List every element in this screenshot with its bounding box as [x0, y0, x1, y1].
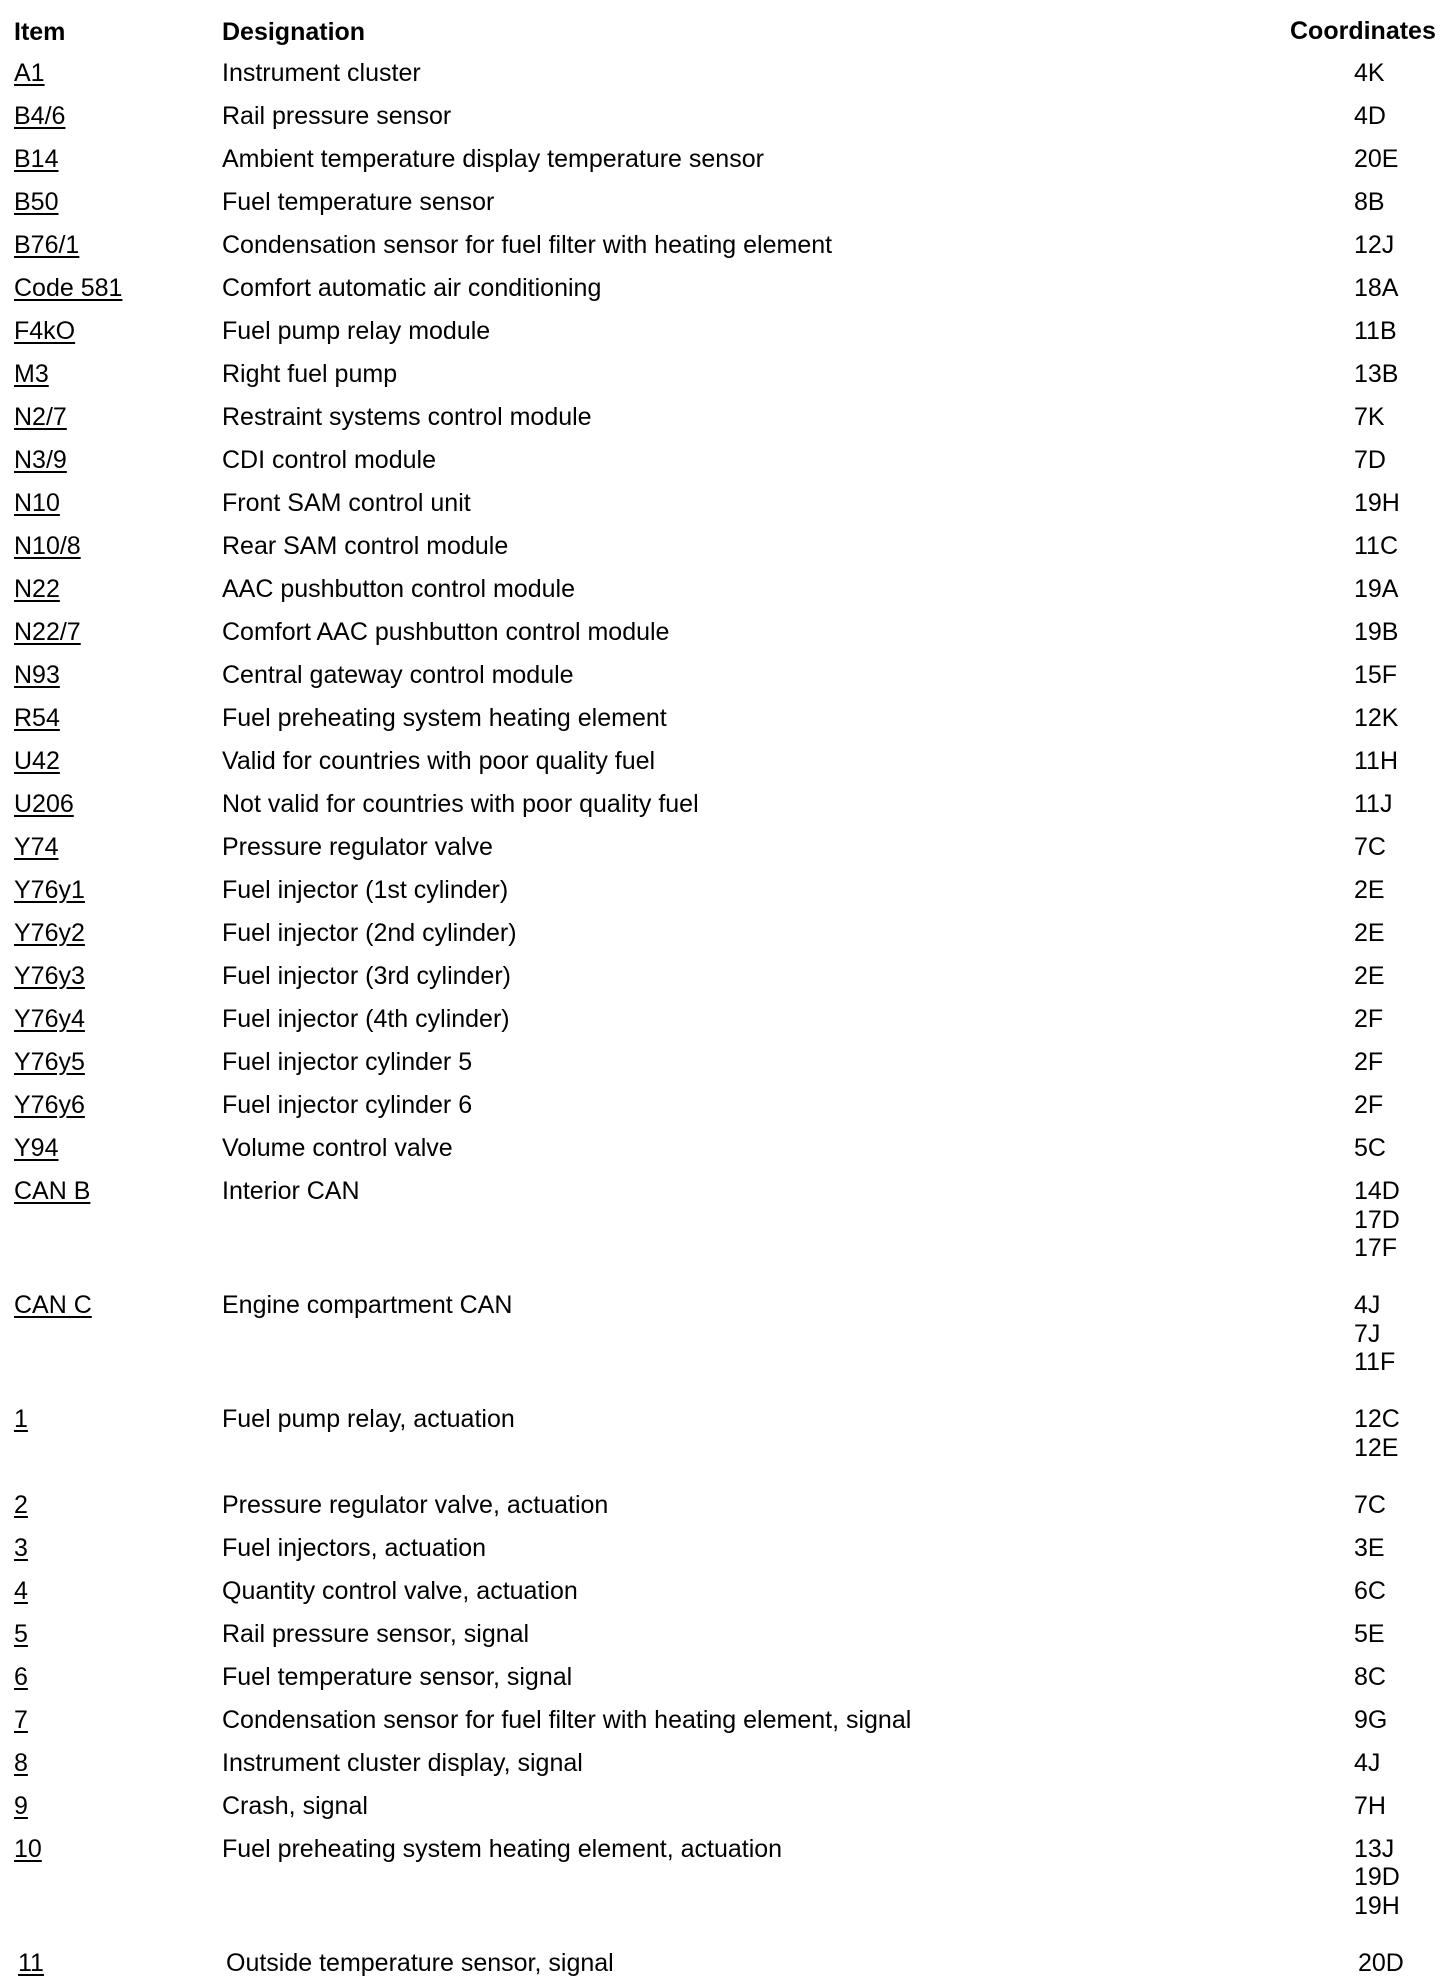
- coordinate-value: 7H: [1354, 1791, 1386, 1820]
- designation-text: Fuel injectors, actuation: [222, 1533, 487, 1562]
- coordinate-value: 19B: [1354, 618, 1399, 646]
- designation-text: Fuel injector (4th cylinder): [222, 1005, 510, 1033]
- item-link[interactable]: N3/9: [14, 446, 67, 474]
- designation-text: Engine compartment CAN: [222, 1291, 513, 1319]
- item-link[interactable]: 2: [14, 1490, 28, 1519]
- designation-text: Instrument cluster display, signal: [222, 1748, 583, 1777]
- coordinate-value: 4J: [1354, 1748, 1381, 1777]
- item-link[interactable]: Y74: [14, 833, 59, 861]
- designation-text: Fuel pump relay, actuation: [222, 1405, 515, 1433]
- coordinate-value: 11H: [1354, 747, 1399, 775]
- coordinate-value: 19A: [1354, 575, 1399, 603]
- designation-text: AAC pushbutton control module: [222, 575, 575, 603]
- item-link[interactable]: 7: [14, 1705, 28, 1734]
- coordinate-value: 4K: [1354, 59, 1385, 87]
- item-link[interactable]: 6: [14, 1662, 28, 1691]
- designation-text: Condensation sensor for fuel filter with heating element: [222, 231, 833, 259]
- designation-text: Fuel injector (3rd cylinder): [222, 962, 511, 990]
- coordinate-value: 5C: [1354, 1134, 1386, 1162]
- item-link[interactable]: B50: [14, 188, 59, 216]
- designation-text: Not valid for countries with poor quality fuel: [222, 790, 699, 818]
- designation-text: CDI control module: [222, 446, 436, 474]
- designation-text: Fuel injector cylinder 6: [222, 1091, 473, 1119]
- coordinate-value: 4J: [1354, 1291, 1381, 1319]
- coordinate-value: 12E: [1354, 1433, 1399, 1462]
- header-coordinates: Coordinates: [1290, 17, 1436, 45]
- coordinate-value: 18A: [1354, 274, 1399, 302]
- item-link[interactable]: 9: [14, 1791, 28, 1820]
- designation-text: Pressure regulator valve, actuation: [222, 1490, 609, 1519]
- item-link[interactable]: N2/7: [14, 403, 67, 431]
- coordinate-value: 19D: [1354, 1863, 1400, 1891]
- item-link[interactable]: 4: [14, 1576, 28, 1605]
- coordinate-value: 20D: [1358, 1948, 1404, 1977]
- item-link[interactable]: F4kO: [14, 317, 76, 345]
- designation-text: Fuel injector (1st cylinder): [222, 876, 509, 904]
- designation-text: Comfort automatic air conditioning: [222, 274, 602, 302]
- designation-text: Interior CAN: [222, 1177, 360, 1205]
- coordinate-value: 3E: [1354, 1533, 1385, 1562]
- coordinate-value: 7K: [1354, 403, 1385, 431]
- designation-text: Rail pressure sensor, signal: [222, 1619, 530, 1648]
- item-link[interactable]: B4/6: [14, 102, 66, 130]
- item-link[interactable]: B14: [14, 145, 59, 173]
- item-link[interactable]: N22: [14, 575, 60, 603]
- coordinate-value: 11J: [1354, 790, 1393, 818]
- coordinate-value: 15F: [1354, 661, 1398, 689]
- coordinate-value: 2F: [1354, 1091, 1384, 1119]
- coordinate-value: 17D: [1354, 1205, 1400, 1234]
- coordinate-value: 6C: [1354, 1576, 1386, 1605]
- coordinate-value: 11B: [1354, 317, 1397, 345]
- coordinate-value: 12J: [1354, 231, 1395, 259]
- designation-text: Fuel preheating system heating element, actuation: [222, 1834, 783, 1863]
- coordinate-value: 19H: [1354, 489, 1400, 517]
- coordinate-value: 7J: [1354, 1319, 1381, 1348]
- coordinate-value: 2E: [1354, 962, 1385, 990]
- item-link[interactable]: R54: [14, 704, 60, 732]
- coordinate-value: 19H: [1354, 1891, 1400, 1920]
- coordinate-value: 17F: [1354, 1234, 1398, 1262]
- item-link[interactable]: N93: [14, 661, 60, 689]
- coordinate-value: 7C: [1354, 833, 1386, 861]
- designation-text: Right fuel pump: [222, 360, 398, 388]
- designation-text: Fuel temperature sensor, signal: [222, 1662, 573, 1691]
- designation-text: Ambient temperature display temperature sensor: [222, 145, 764, 173]
- coordinate-value: 5E: [1354, 1619, 1385, 1648]
- item-link[interactable]: 11: [18, 1948, 44, 1977]
- item-link[interactable]: U42: [14, 747, 60, 775]
- coordinate-value: 11F: [1354, 1348, 1396, 1376]
- coordinate-value: 2E: [1354, 876, 1385, 904]
- designation-text: Restraint systems control module: [222, 403, 592, 431]
- coordinate-value: 13B: [1354, 360, 1399, 388]
- item-link[interactable]: N22/7: [14, 618, 81, 646]
- designation-text: Fuel pump relay module: [222, 317, 491, 345]
- coordinate-value: 2F: [1354, 1005, 1384, 1033]
- coordinate-value: 20E: [1354, 145, 1399, 173]
- designation-text: Condensation sensor for fuel filter with heating element, signal: [222, 1705, 912, 1734]
- item-link[interactable]: CAN C: [14, 1291, 92, 1319]
- designation-text: Central gateway control module: [222, 661, 574, 689]
- coordinate-value: 4D: [1354, 102, 1386, 130]
- header-designation: Designation: [222, 18, 366, 46]
- coordinate-value: 9G: [1354, 1705, 1388, 1734]
- designation-text: Rail pressure sensor: [222, 102, 452, 130]
- item-link[interactable]: N10: [14, 489, 60, 517]
- designation-text: Quantity control valve, actuation: [222, 1576, 578, 1605]
- coordinate-value: 7C: [1354, 1490, 1386, 1519]
- coordinate-value: 8C: [1354, 1662, 1386, 1691]
- designation-text: Pressure regulator valve: [222, 833, 493, 861]
- designation-text: Outside temperature sensor, signal: [226, 1948, 614, 1977]
- designation-text: Valid for countries with poor quality fuel: [222, 747, 656, 775]
- item-link[interactable]: U206: [14, 790, 74, 818]
- coordinate-value: 7D: [1354, 446, 1386, 474]
- designation-text: Front SAM control unit: [222, 489, 471, 517]
- designation-text: Volume control valve: [222, 1134, 453, 1162]
- item-link[interactable]: Y94: [14, 1134, 59, 1162]
- item-link[interactable]: Y76y4: [14, 1005, 85, 1033]
- coordinate-value: 8B: [1354, 188, 1385, 216]
- designation-text: Fuel injector (2nd cylinder): [222, 919, 517, 947]
- item-link[interactable]: Y76y6: [14, 1091, 85, 1119]
- item-link[interactable]: B76/1: [14, 231, 80, 259]
- item-link[interactable]: CAN B: [14, 1177, 91, 1205]
- item-link[interactable]: Y76y3: [14, 962, 85, 990]
- item-link[interactable]: Y76y1: [14, 876, 85, 904]
- designation-text: Fuel preheating system heating element: [222, 704, 667, 732]
- designation-text: Instrument cluster: [222, 59, 421, 87]
- designation-text: Fuel temperature sensor: [222, 188, 495, 216]
- item-link[interactable]: 5: [14, 1619, 28, 1648]
- coordinate-value: 2F: [1354, 1048, 1384, 1076]
- item-link[interactable]: Y76y5: [14, 1048, 85, 1076]
- coordinate-value: 14D: [1354, 1177, 1400, 1205]
- item-link[interactable]: 8: [14, 1748, 28, 1777]
- designation-text: Rear SAM control module: [222, 532, 509, 560]
- item-link[interactable]: N10/8: [14, 532, 81, 560]
- coordinate-value: 13J: [1354, 1834, 1395, 1863]
- designation-text: Fuel injector cylinder 5: [222, 1048, 473, 1076]
- coordinate-value: 2E: [1354, 919, 1385, 947]
- coordinate-value: 12K: [1354, 704, 1399, 732]
- item-link[interactable]: A1: [14, 59, 45, 87]
- designation-text: Comfort AAC pushbutton control module: [222, 618, 670, 646]
- designation-text: Crash, signal: [222, 1791, 368, 1820]
- coordinate-value: 11C: [1354, 532, 1399, 560]
- item-link[interactable]: Code 581: [14, 274, 123, 302]
- item-link[interactable]: M3: [14, 360, 49, 388]
- item-link[interactable]: 1: [14, 1405, 28, 1433]
- item-link[interactable]: Y76y2: [14, 919, 85, 947]
- coordinate-value: 12C: [1354, 1405, 1400, 1433]
- item-link[interactable]: 3: [14, 1533, 28, 1562]
- header-item: Item: [14, 18, 66, 46]
- item-link[interactable]: 10: [14, 1834, 42, 1863]
